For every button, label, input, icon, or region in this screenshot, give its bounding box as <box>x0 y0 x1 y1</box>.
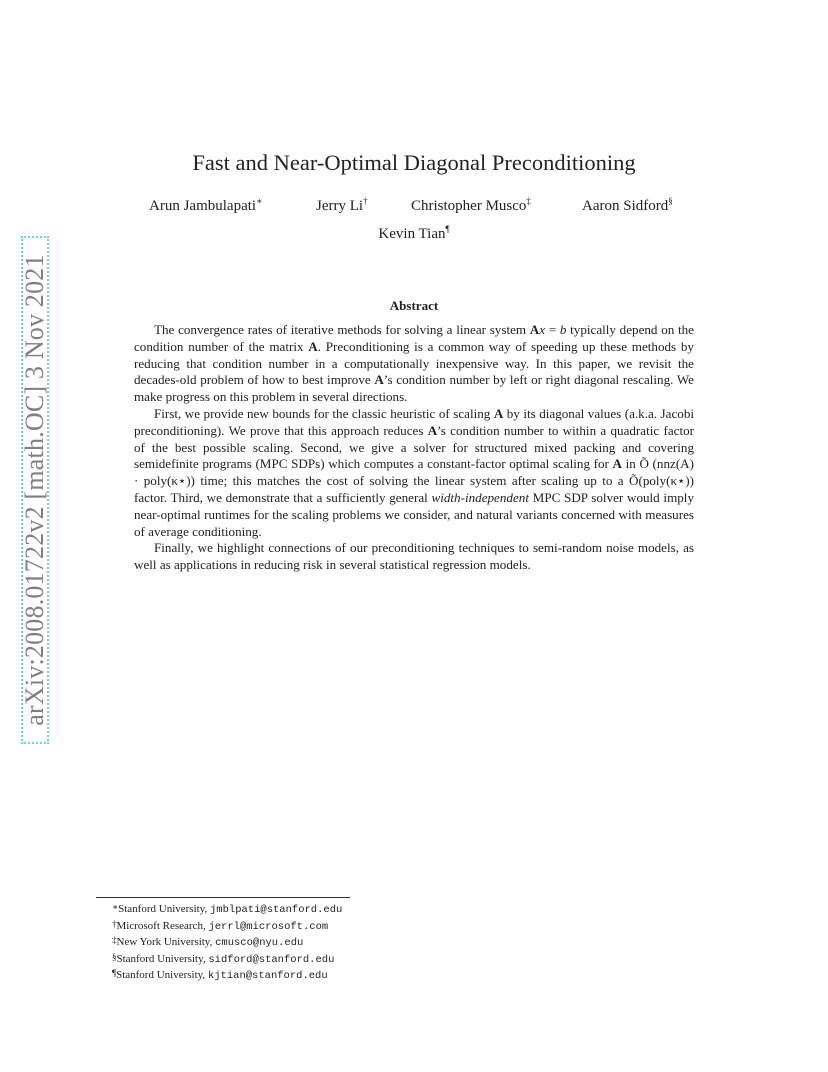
footnotes <box>112 902 342 985</box>
footnote-4: §Stanford University, sidford@stanford.edu <box>112 951 335 966</box>
footnote-2: †Microsoft Research, jerrl@microsoft.com <box>112 918 329 933</box>
author-4: Aaron Sidford§ <box>582 196 673 214</box>
paper-title: Fast and Near-Optimal Diagonal Preconditioning <box>192 150 636 175</box>
email-4: sidford@stanford.edu <box>208 953 335 966</box>
footnote-rule <box>96 897 350 898</box>
email-3: cmusco@nyu.edu <box>215 937 304 950</box>
abstract-paragraph-2: First, we provide new bounds for the classic heuristic of scaling A by its diagonal values (a.k.a. Jacobi preconditioning). We prove that this approach reduces A’s condition number to within a quadratic factor of the best possible scaling. Second, we give a solver for structured mixed packing and covering semidefinite programs (MPC SDPs) which computes a constant-factor optimal scaling for A in Õ (nnz(A) · poly(κ⋆)) time; this matches the cost of solving the linear system after scaling up to a Õ(poly(κ⋆)) factor. Third, we demonstrate that a sufficiently general width-independent MPC SDP solver would imply near-optimal runtimes for the scaling problems we consider, and natural variants concerned with measures of average conditioning. <box>134 405 695 539</box>
abstract-paragraph-3: Finally, we highlight connections of our preconditioning techniques to semi-random noise models, as well as applications in reducing risk in several statistical regression models. <box>134 540 694 573</box>
email-1: jmblpati@stanford.edu <box>209 904 343 916</box>
author-3: Christopher Musco‡ <box>411 196 531 214</box>
abstract-paragraph-1: The convergence rates of iterative methods for solving a linear system Ax = b typically depend on the condition number of the matrix A. Preconditioning is a common way of speeding up these methods by reducing that condition number in a computationally inexpensive way. In this paper, we revisit the decades-old problem of how to best improve A’s condition number by left or right diagonal rescaling. We make progress on this problem in several directions. <box>134 322 694 405</box>
author-2: Jerry Li† <box>316 196 368 214</box>
email-2: jerrl@microsoft.com <box>208 920 329 933</box>
arxiv-identifier: arXiv:2008.01722v2 [math.OC] 3 Nov 2021 <box>20 254 49 726</box>
author-5: Kevin Tian¶ <box>378 224 450 242</box>
abstract-heading: Abstract <box>389 298 439 313</box>
abstract-body <box>134 322 694 574</box>
footnote-5: ¶Stanford University, kjtian@stanford.edu <box>112 968 328 983</box>
footnote-3: ‡New York University, cmusco@nyu.edu <box>112 935 304 950</box>
email-5: kjtian@stanford.edu <box>207 970 328 983</box>
footnote-1: ∗Stanford University, jmblpati@stanford.edu <box>112 902 343 916</box>
author-list <box>0 198 828 218</box>
author-1: Arun Jambulapati∗ <box>149 196 263 214</box>
